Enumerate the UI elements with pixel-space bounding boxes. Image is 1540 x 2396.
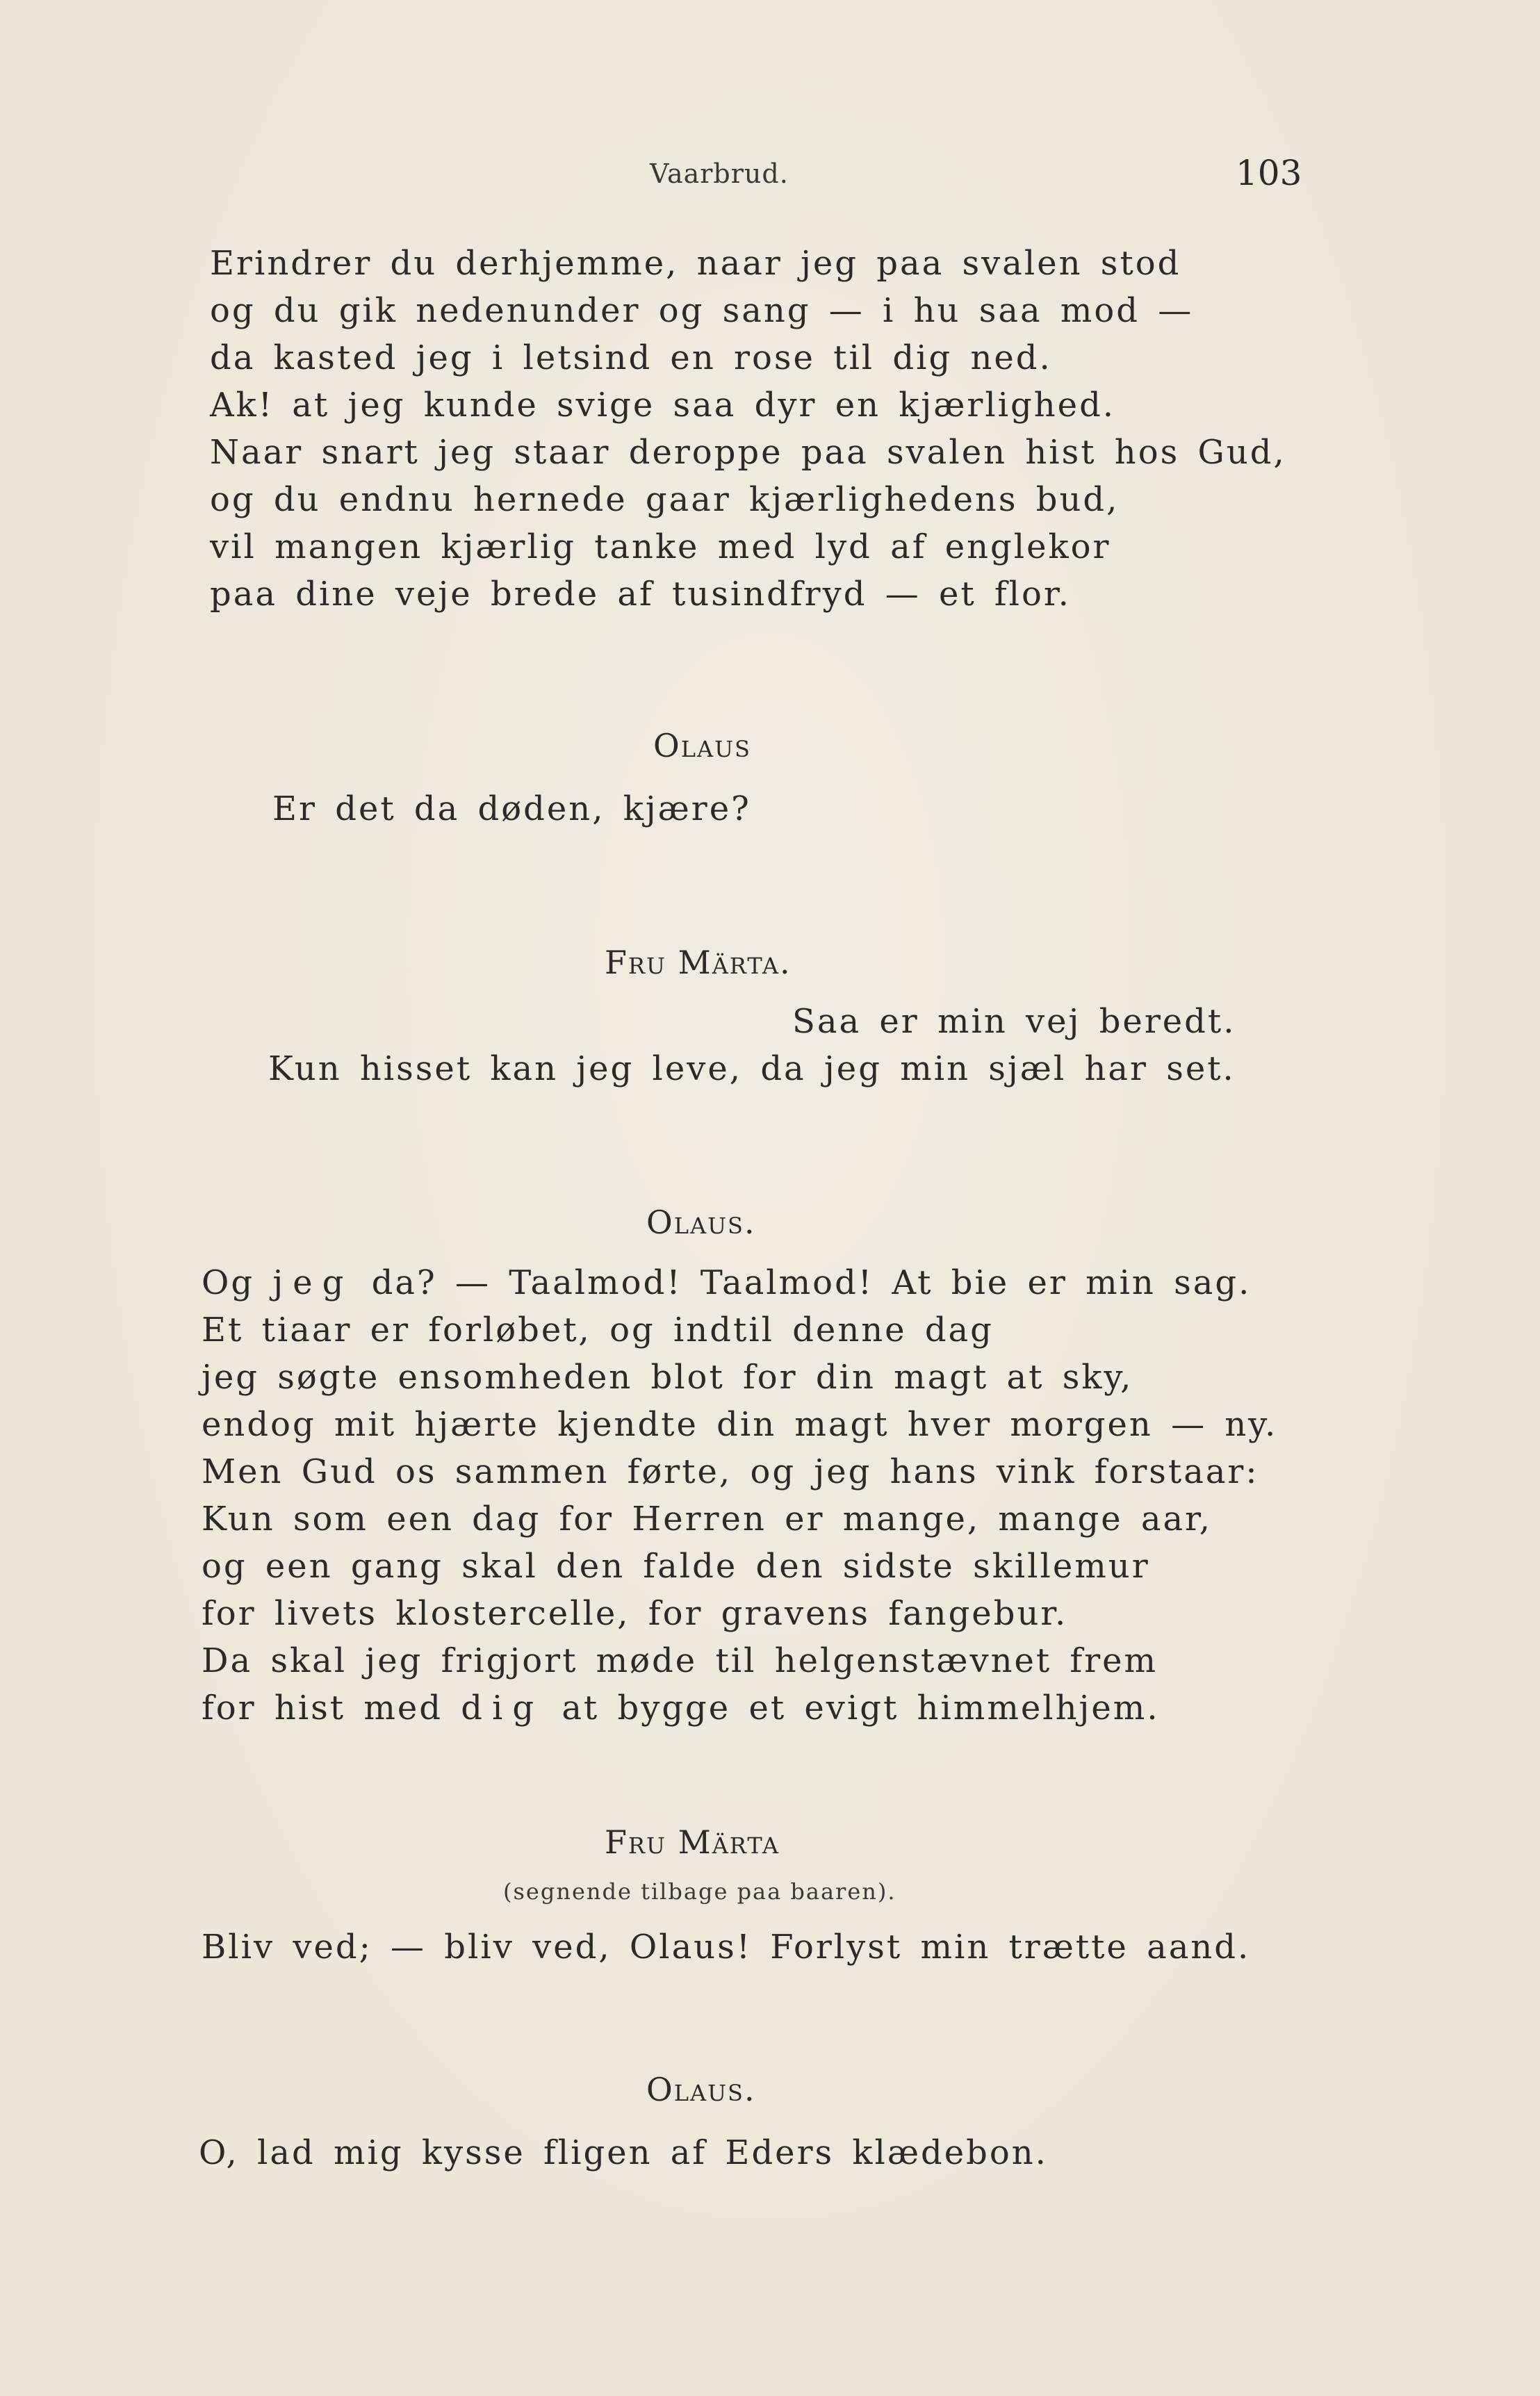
emphasized-word: dig <box>461 1689 544 1728</box>
verse-line: endog mit hjærte kjendte din magt hver morgen — ny. <box>202 1405 1278 1444</box>
speaker-name: Fru Märta. <box>605 944 792 981</box>
verse-text: at bygge et evigt himmelhjem. <box>562 1689 1160 1728</box>
verse-line: paa dine veje brede af tusindfryd — et flor. <box>210 575 1071 614</box>
verse-line: og du endnu hernede gaar kjærlighedens bud, <box>210 480 1120 519</box>
verse-line: vil mangen kjærlig tanke med lyd af englekor <box>210 527 1111 566</box>
verse-line: Da skal jeg frigjort møde til helgenstævnet frem <box>202 1641 1158 1680</box>
verse-line: da kasted jeg i letsind en rose til dig ned. <box>210 338 1052 377</box>
emphasized-word: jeg <box>272 1263 354 1302</box>
verse-line: Erindrer du derhjemme, naar jeg paa svalen stod <box>210 244 1181 283</box>
verse-line: Er det da døden, kjære? <box>272 789 751 828</box>
speaker-heading <box>653 727 751 764</box>
verse-line: Kun som een dag for Herren er mange, mange aar, <box>202 1500 1213 1538</box>
verse-line: Kun hisset kan jeg leve, da jeg min sjæl har set. <box>268 1049 1236 1088</box>
verse-line: Ak! at jeg kunde svige saa dyr en kjærlighed. <box>210 386 1116 425</box>
verse-line: Men Gud os sammen førte, og jeg hans vink forstaar: <box>202 1452 1259 1491</box>
stage-direction: (segnende tilbage paa baaren). <box>503 1878 896 1905</box>
speaker-heading <box>605 1823 780 1861</box>
running-title: Vaarbrud. <box>650 158 789 189</box>
speaker-heading <box>646 2071 756 2108</box>
verse-line: for livets klostercelle, for gravens fangebur. <box>202 1594 1068 1633</box>
verse-line <box>202 1689 1160 1728</box>
speaker-heading <box>646 1204 756 1241</box>
page-number: 103 <box>1236 153 1302 193</box>
verse-line: jeg søgte ensomheden blot for din magt at sky, <box>202 1358 1133 1397</box>
speaker-name: Olaus. <box>646 1204 756 1241</box>
speaker-heading <box>605 944 792 981</box>
verse-text: da? — Taalmod! Taalmod! At bie er min sag. <box>371 1263 1252 1302</box>
verse-line: Naar snart jeg staar deroppe paa svalen hist hos Gud, <box>210 433 1286 472</box>
verse-line <box>202 1263 1252 1302</box>
verse-line: Et tiaar er forløbet, og indtil denne dag <box>202 1311 994 1349</box>
verse-text: for hist med <box>202 1689 443 1728</box>
speaker-name: Fru Märta <box>605 1823 780 1861</box>
verse-line: Bliv ved; — bliv ved, Olaus! Forlyst min trætte aand. <box>202 1928 1251 1967</box>
verse-line: Saa er min vej beredt. <box>792 1002 1236 1041</box>
speaker-name: Olaus. <box>646 2071 756 2108</box>
verse-line: og een gang skal den falde den sidste skillemur <box>202 1547 1150 1586</box>
verse-word: Og <box>202 1263 255 1302</box>
verse-line: O, lad mig kysse fligen af Eders klædebon. <box>199 2133 1048 2172</box>
speaker-name: Olaus <box>653 727 751 764</box>
verse-line: og du gik nedenunder og sang — i hu saa mod — <box>210 291 1194 330</box>
